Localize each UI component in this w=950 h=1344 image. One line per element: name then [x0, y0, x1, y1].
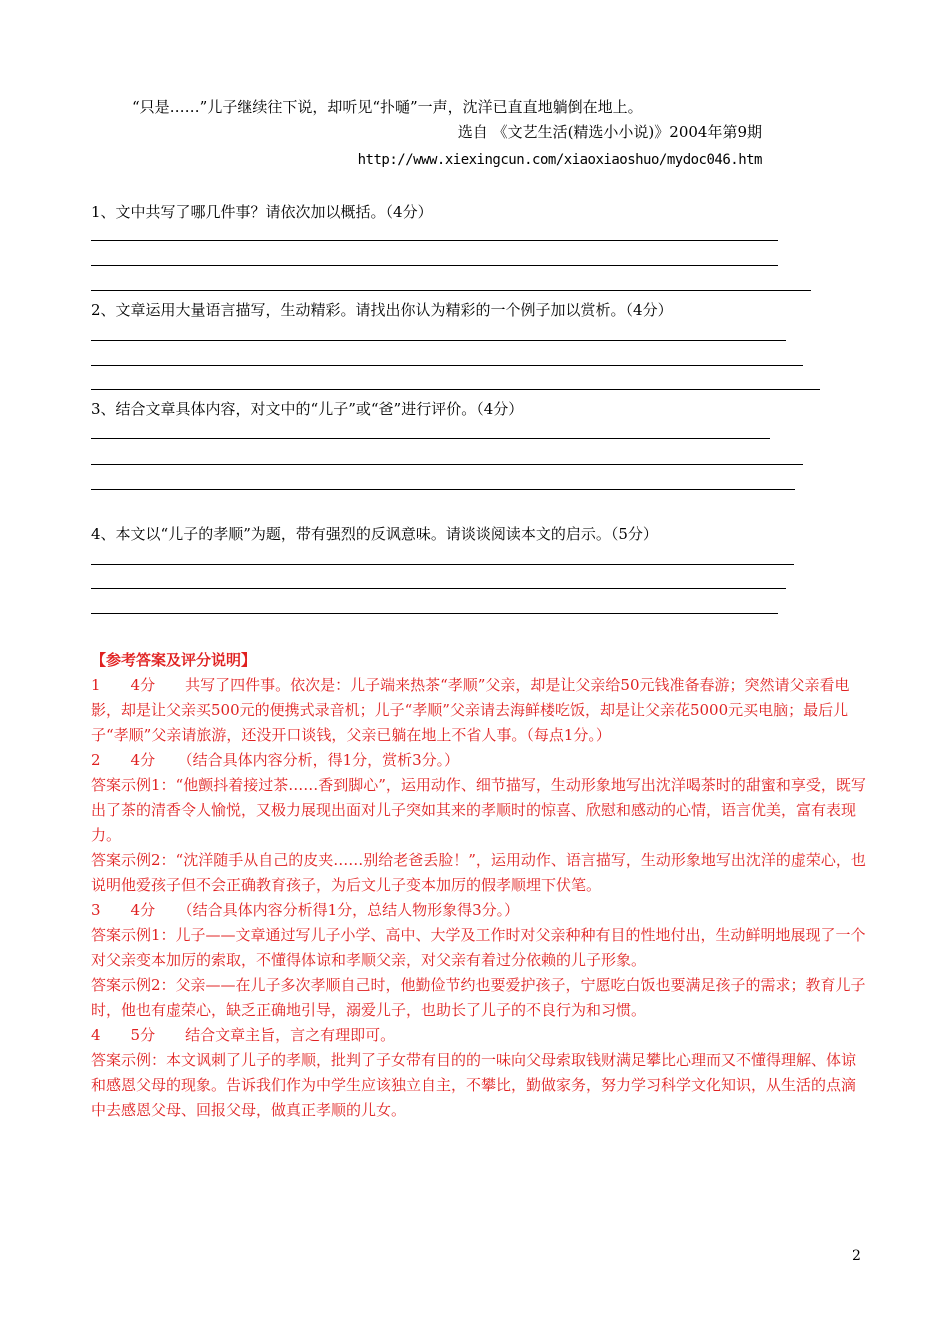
- question-4: 4、本文以“儿子的孝顺”为题，带有强烈的反讽意味。请谈谈阅读本文的启示。（5分）: [91, 525, 658, 543]
- answer-line: [91, 564, 794, 565]
- answer-paragraph: 3 4分 （结合具体内容分析得1分，总结人物形象得3分。）: [91, 901, 520, 919]
- answer-paragraph: 答案示例1：儿子——文章通过写儿子小学、高中、大学及工作时对父亲种种有目的性地付出，生动鲜明地展现了一个对父亲变本加厉的索取，不懂得体谅和孝顺父亲，对父亲有着过分依赖的儿子形象。: [91, 926, 866, 969]
- answer-paragraph: 答案示例：本文讽刺了儿子的孝顺，批判了子女带有目的的一味向父母索取钱财满足攀比心理而又不懂得理解、体谅和感恩父母的现象。告诉我们作为中学生应该独立自主，不攀比，勤做家务，努力学习科学文化知识，从生活的点滴中去感恩父母、回报父母，做真正孝顺的儿女。: [91, 1051, 857, 1119]
- answer-line: [91, 389, 820, 390]
- answer-paragraph: 2 4分 （结合具体内容分析，得1分，赏析3分。）: [91, 751, 460, 769]
- answer-line: [91, 290, 811, 291]
- answer-paragraph: 答案示例2：“沈洋随手从自己的皮夹……别给老爸丢脸！”，运用动作、语言描写，生动形象地写出沈洋的虚荣心，也说明他爱孩子但不会正确教育孩子，为后文儿子变本加厉的假孝顺埋下伏笔。: [91, 851, 866, 894]
- answer-paragraph: 答案示例1：“他颤抖着接过茶……香到脚心”，运用动作、细节描写，生动形象地写出沈洋喝茶时的甜蜜和享受，既写出了茶的清香令人愉悦，又极力展现出面对儿子突如其来的孝顺时的惊喜、欣慰和感动的心情，语言优美，富有表现力。: [91, 776, 866, 844]
- story-url: http://www.xiexingcun.com/xiaoxiaoshuo/mydoc046.htm: [357, 152, 762, 168]
- answer-paragraph: 答案示例2：父亲——在儿子多次孝顺自己时，他勤俭节约也要爱护孩子，宁愿吃白饭也要满足孩子的需求；教育儿子时，他也有虚荣心，缺乏正确地引导，溺爱儿子，也助长了儿子的不良行为和习惯。: [91, 976, 866, 1019]
- story-last-line: “只是……”儿子继续往下说，却听见“扑嗵”一声，沈洋已直直地躺倒在地上。: [132, 98, 643, 116]
- answer-line: [91, 365, 803, 366]
- answer-line: [91, 340, 786, 341]
- question-1: 1、文中共写了哪几件事？请依次加以概括。（4分）: [91, 203, 433, 221]
- answer-line: [91, 489, 795, 490]
- answers-heading: 【参考答案及评分说明】: [91, 651, 257, 669]
- question-3: 3、结合文章具体内容，对文中的“儿子”或“爸”进行评价。（4分）: [91, 400, 524, 418]
- story-source: 选自 《文艺生活(精选小小说)》2004年第9期: [457, 123, 762, 141]
- reference-answers: [91, 648, 866, 1123]
- answer-paragraph: 4 5分 结合文章主旨，言之有理即可。: [91, 1026, 396, 1044]
- answer-line: [91, 438, 770, 439]
- page-number: 2: [852, 1248, 861, 1264]
- answer-line: [91, 240, 778, 241]
- question-2: 2、文章运用大量语言描写，生动精彩。请找出你认为精彩的一个例子加以赏析。（4分）: [91, 301, 673, 319]
- answer-line: [91, 464, 803, 465]
- answer-line: [91, 613, 778, 614]
- answer-paragraph: 1 4分 共写了四件事。依次是：儿子端来热茶“孝顺”父亲，却是让父亲给50元钱准备春游；突然请父亲看电影，却是让父亲买500元的便携式录音机；儿子“孝顺”父亲请去海鲜楼吃饭，却是让父亲花5000元买电脑；最后儿子“孝顺”父亲请旅游，还没开口谈钱，父亲已躺在地上不省人事。（每点1分。）: [91, 676, 850, 744]
- answer-line: [91, 265, 778, 266]
- answer-line: [91, 588, 786, 589]
